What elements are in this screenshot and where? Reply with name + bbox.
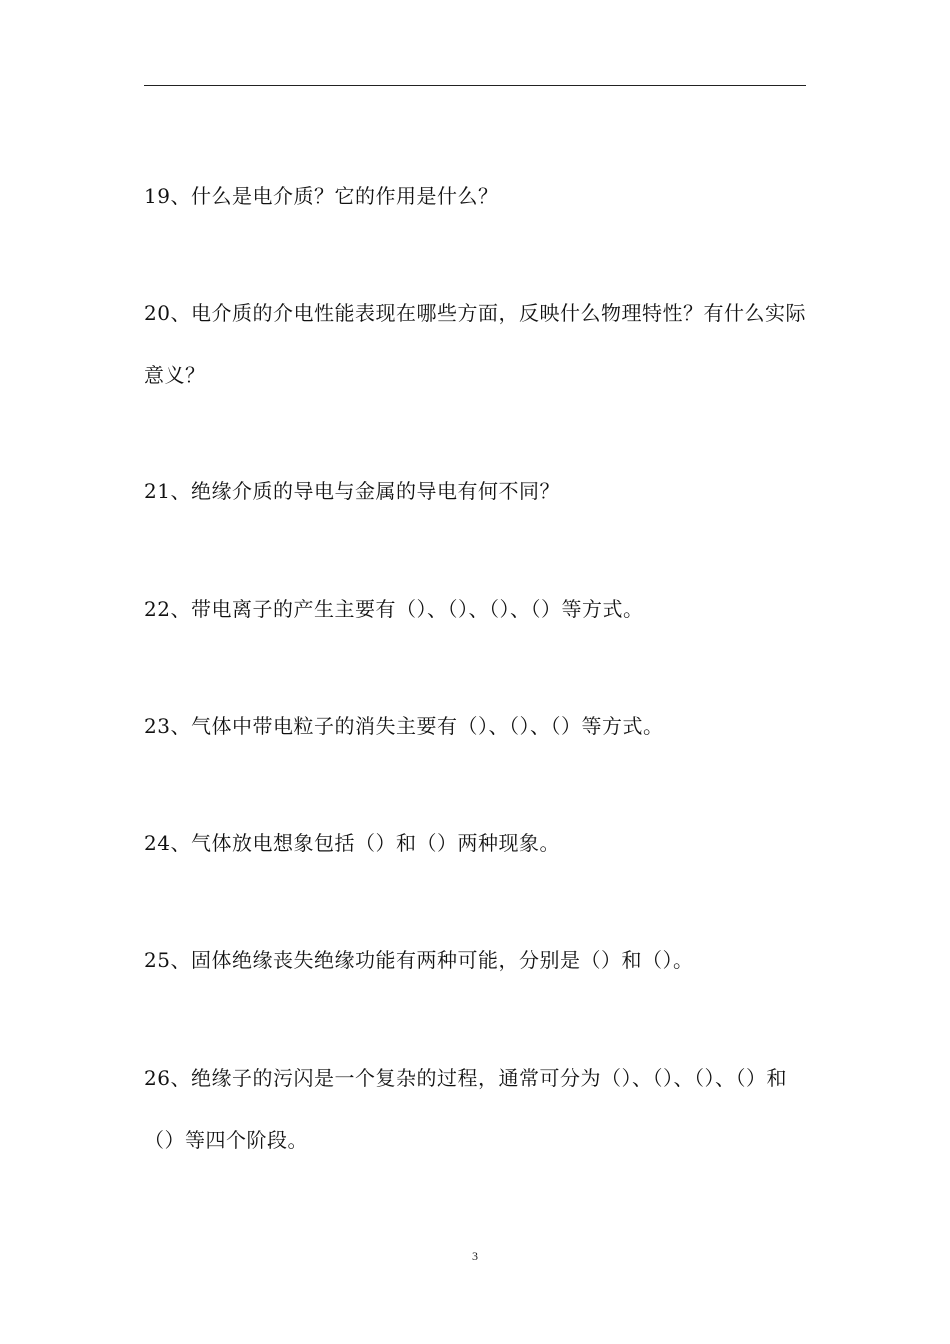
question-20: 20、电介质的介电性能表现在哪些方面，反映什么物理特性？有什么实际意义？: [144, 301, 806, 387]
question-19: 19、什么是电介质？它的作用是什么？: [144, 184, 499, 208]
question-25: 25、固体绝缘丧失绝缘功能有两种可能，分别是（）和（）。: [144, 948, 694, 972]
question-26: 26、绝缘子的污闪是一个复杂的过程，通常可分为（）、（）、（）、（）和（）等四个阶段。: [144, 1066, 787, 1152]
header-rule: [144, 85, 806, 86]
question-21: 21、绝缘介质的导电与金属的导电有何不同？: [144, 479, 560, 503]
question-23: 23、气体中带电粒子的消失主要有（）、（）、（）等方式。: [144, 714, 664, 738]
question-24: 24、气体放电想象包括（）和（）两种现象。: [144, 831, 560, 855]
question-22: 22、带电离子的产生主要有（）、（）、（）、（）等方式。: [144, 597, 644, 621]
page-number: 3: [472, 1249, 478, 1263]
